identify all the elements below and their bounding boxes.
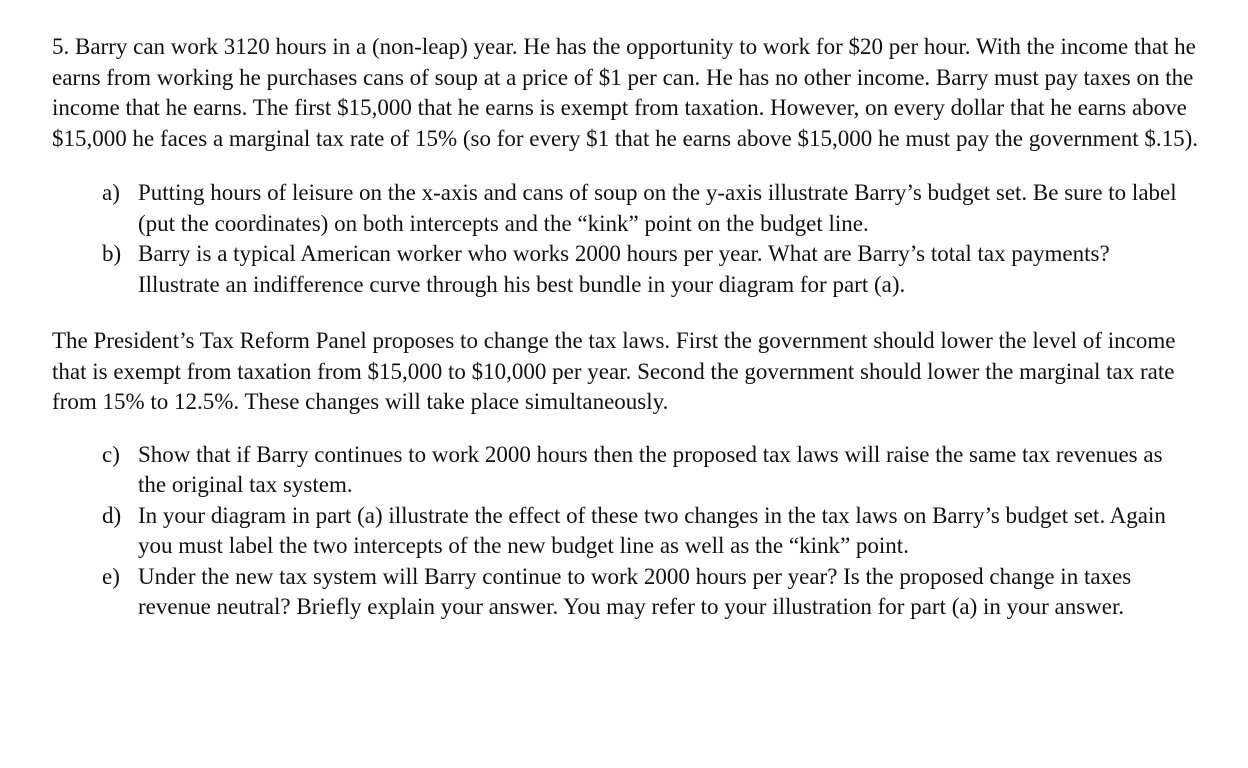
subquestion-list-second: [52, 440, 1202, 623]
subquestion-d: [52, 501, 1202, 562]
subquestion-letter: d): [102, 502, 122, 528]
subquestion-letter: e): [102, 563, 120, 589]
tax-reform-paragraph: The President’s Tax Reform Panel proposes to change the tax laws. First the government should lower the level of income that is exempt from taxation from $15,000 to $10,000 per year. Second the government should lower the marginal tax rate from 15% to 12.5%. These changes will take place simultaneously.: [52, 328, 1176, 414]
subquestion-letter: b): [102, 241, 122, 266]
subquestion-text: Barry is a typical American worker who works 2000 hours per year. What are Barry’s total tax payments? Illustrate an indifference curve through his best bundle in your diagram for part (a).: [138, 241, 1110, 297]
subquestion-e: [52, 562, 1202, 623]
subquestion-c: [52, 440, 1202, 501]
subquestion-text: Under the new tax system will Barry continue to work 2000 hours per year? Is the proposed change in taxes revenue neutral? Briefly explain your answer. You may refer to your illustration for part (a) in your answer.: [138, 563, 1132, 619]
subquestion-list-first: [52, 178, 1202, 300]
subquestion-a: [52, 178, 1202, 239]
subquestion-text: Show that if Barry continues to work 2000 hours then the proposed tax laws will raise the same tax revenues as the original tax system.: [138, 441, 1163, 497]
subquestion-letter: c): [102, 441, 120, 467]
subquestion-text: Putting hours of leisure on the x-axis and cans of soup on the y-axis illustrate Barry’s budget set. Be sure to label (put the coordinates) on both intercepts and the “kink” point on the budget line.: [138, 180, 1177, 236]
subquestion-b: [52, 239, 1202, 300]
subquestion-letter: a): [102, 180, 120, 205]
question-document: [52, 32, 1202, 623]
subquestion-text: In your diagram in part (a) illustrate the effect of these two changes in the tax laws on Barry’s budget set. Again you must label the two intercepts of the new budget line as well as the “kink” point.: [138, 502, 1166, 558]
question-intro-paragraph: 5. Barry can work 3120 hours in a (non-leap) year. He has the opportunity to work for $20 per hour. With the income that he earns from working he purchases cans of soup at a price of $1 per can. He has no other income. Barry must pay taxes on the income that he earns. The first $15,000 that he earns is exempt from taxation. However, on every dollar that he earns above $15,000 he faces a marginal tax rate of 15% (so for every $1 that he earns above $15,000 he must pay the government $.15).: [52, 34, 1199, 151]
